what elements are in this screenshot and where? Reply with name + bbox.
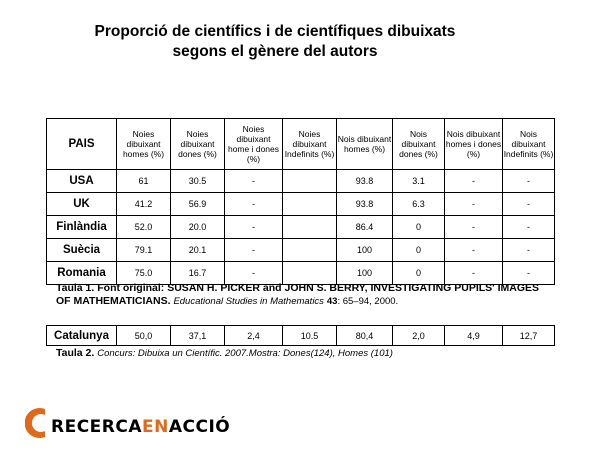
cell-country: Suècia bbox=[47, 239, 117, 262]
table-cell: 12,7 bbox=[503, 326, 555, 346]
table-cell: 80,4 bbox=[337, 326, 393, 346]
table-cell: - bbox=[445, 262, 503, 285]
header-noies-dones: Noies dibuixant dones (%) bbox=[171, 119, 225, 170]
table-cell: 16.7 bbox=[171, 262, 225, 285]
table-1-caption bbox=[56, 282, 546, 308]
table-2 bbox=[46, 325, 555, 346]
cell-country: Romania bbox=[47, 262, 117, 285]
caption-1-rest: : 65–94, 2000. bbox=[337, 296, 399, 307]
table-cell: 6.3 bbox=[393, 193, 445, 216]
table-cell: 2,0 bbox=[393, 326, 445, 346]
table-cell bbox=[283, 193, 337, 216]
table-cell: 61 bbox=[117, 170, 171, 193]
table-cell: - bbox=[225, 193, 283, 216]
table-cell: - bbox=[445, 170, 503, 193]
table-cell: 0 bbox=[393, 216, 445, 239]
table-cell: - bbox=[503, 170, 555, 193]
table-1-header-row bbox=[47, 119, 555, 170]
header-nois-homes-dones: Nois dibuixant homes i dones (%) bbox=[445, 119, 503, 170]
table-row bbox=[47, 193, 555, 216]
table-cell: 30.5 bbox=[171, 170, 225, 193]
table-cell: 20.1 bbox=[171, 239, 225, 262]
logo-c-icon bbox=[25, 405, 49, 441]
table-row bbox=[47, 326, 555, 346]
table-cell: - bbox=[503, 262, 555, 285]
table-cell: 37,1 bbox=[171, 326, 225, 346]
cell-country: Catalunya bbox=[47, 326, 117, 346]
table-cell: 20.0 bbox=[171, 216, 225, 239]
table-cell: - bbox=[225, 262, 283, 285]
logo-text-recerca: RECERCA bbox=[51, 417, 143, 437]
title-line-1: Proporció de científics i de científiques dibuixats bbox=[94, 23, 456, 40]
header-noies-homes: Noies dibuixant homes (%) bbox=[117, 119, 171, 170]
header-nois-dones: Nois dibuixant dones (%) bbox=[393, 119, 445, 170]
table-cell: - bbox=[445, 216, 503, 239]
title-line-2: segons el gènere del autors bbox=[172, 43, 378, 60]
table-row bbox=[47, 216, 555, 239]
table-cell: - bbox=[225, 170, 283, 193]
cell-country: UK bbox=[47, 193, 117, 216]
table-cell bbox=[283, 216, 337, 239]
table-cell: - bbox=[503, 193, 555, 216]
table-cell: 100 bbox=[337, 262, 393, 285]
table-row bbox=[47, 239, 555, 262]
table-cell: - bbox=[225, 216, 283, 239]
table-1 bbox=[46, 118, 555, 285]
header-noies-indefinits: Noies dibuixant Indefinits (%) bbox=[283, 119, 337, 170]
table-cell: 86.4 bbox=[337, 216, 393, 239]
table-cell: - bbox=[503, 239, 555, 262]
page-title bbox=[60, 22, 490, 62]
header-pais: PAIS bbox=[47, 119, 117, 170]
caption-1-volume: 43 bbox=[326, 296, 338, 307]
table-cell: 10.5 bbox=[283, 326, 337, 346]
caption-2-bold: Taula 2. bbox=[56, 347, 95, 359]
logo-text-accio: ACCIÓ bbox=[168, 417, 231, 437]
logo-text bbox=[51, 417, 230, 437]
table-2-caption bbox=[56, 347, 546, 360]
table-cell: - bbox=[445, 239, 503, 262]
table-cell: - bbox=[503, 216, 555, 239]
table-cell: 50,0 bbox=[117, 326, 171, 346]
table-cell: 93.8 bbox=[337, 193, 393, 216]
table-cell: 52.0 bbox=[117, 216, 171, 239]
header-nois-homes: Nois dibuixant homes (%) bbox=[337, 119, 393, 170]
table-cell: 75.0 bbox=[117, 262, 171, 285]
table-cell: 2,4 bbox=[225, 326, 283, 346]
header-noies-home-dones: Noies dibuixant home i dones (%) bbox=[225, 119, 283, 170]
table-cell: 56.9 bbox=[171, 193, 225, 216]
caption-2-italic: Concurs: Dibuixa un Científic. 2007.Mostra: Dones(124), Homes (101) bbox=[97, 348, 393, 359]
table-cell: - bbox=[225, 239, 283, 262]
table-cell bbox=[283, 170, 337, 193]
table-cell: 0 bbox=[393, 239, 445, 262]
caption-1-journal: Educational Studies in Mathematics bbox=[173, 296, 324, 307]
table-cell: 3.1 bbox=[393, 170, 445, 193]
header-nois-indefinits: Nois dibuixant Indefinits (%) bbox=[503, 119, 555, 170]
table-cell: - bbox=[445, 193, 503, 216]
caption-1-bold: Taula 1. Font original: SUSAN H. PICKER and JOHN S. BERRY, INVESTIGATING PUPILS' IMAGES OF MATHEMATICIANS. bbox=[56, 282, 540, 307]
table-cell: 93.8 bbox=[337, 170, 393, 193]
logo-text-en: EN bbox=[142, 417, 169, 437]
table-cell: 100 bbox=[337, 239, 393, 262]
table-cell: 4,9 bbox=[445, 326, 503, 346]
table-cell: 41.2 bbox=[117, 193, 171, 216]
cell-country: USA bbox=[47, 170, 117, 193]
recerca-en-accio-logo bbox=[25, 405, 285, 441]
table-cell bbox=[283, 239, 337, 262]
table-cell: 79.1 bbox=[117, 239, 171, 262]
table-row bbox=[47, 170, 555, 193]
table-cell: 0 bbox=[393, 262, 445, 285]
cell-country: Finlàndia bbox=[47, 216, 117, 239]
